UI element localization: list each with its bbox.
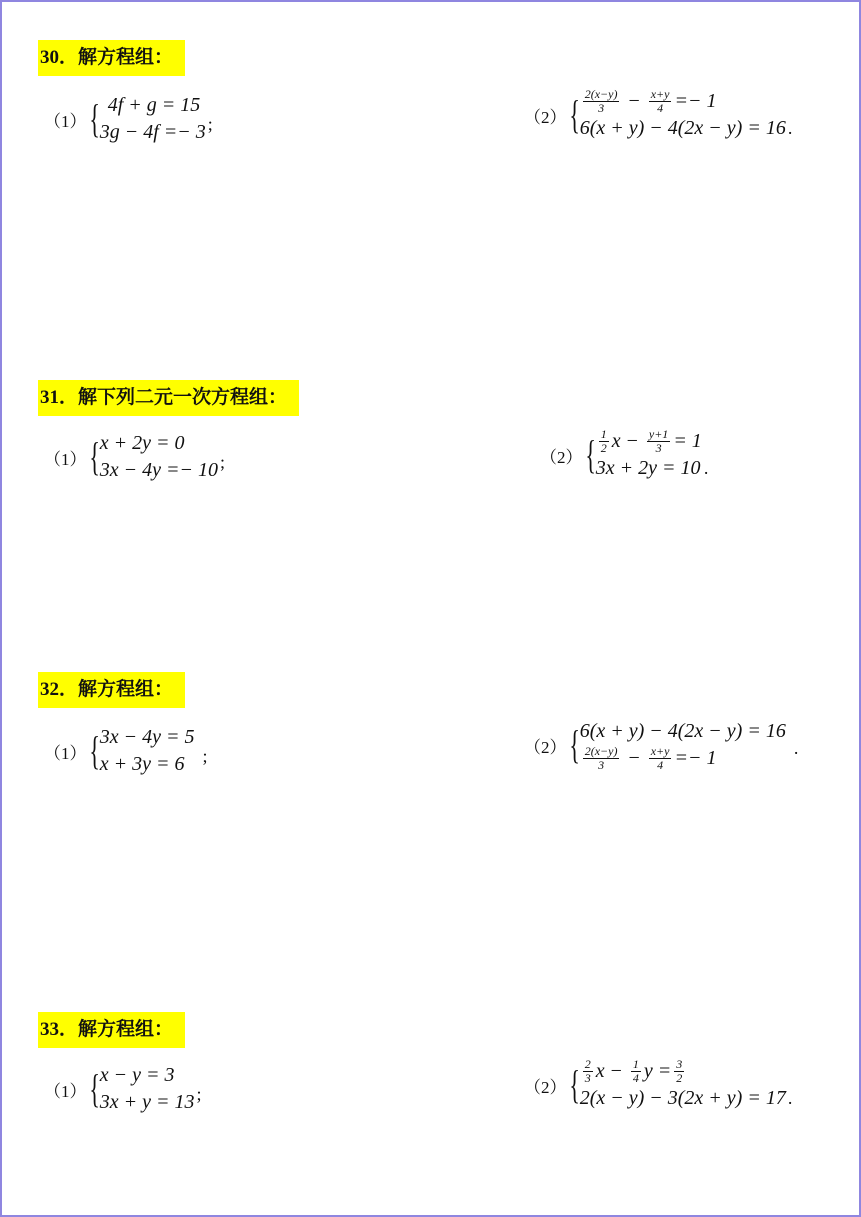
end-punct: . (787, 1088, 793, 1108)
equation-2: 2(x − y) − 3(2x + y) = 17 (579, 1087, 786, 1109)
problem-heading: 33．解方程组： (38, 1012, 185, 1048)
equation-system (100, 92, 206, 146)
equation-system (100, 1062, 195, 1116)
equation-2: x + 3y = 6 (99, 753, 185, 775)
fraction: $\frac{2(x-y)}{3}$ (584, 87, 618, 115)
part-label: （2） (540, 447, 583, 467)
fraction: $\frac{x+y}{4}$ (650, 87, 670, 115)
end-punct: . (793, 738, 799, 758)
part-label: （1） (44, 449, 87, 469)
equation-2: $\frac{2(x-y)}{3}$ − $\frac{x+y}{4}$ =− 1 (584, 744, 717, 772)
left-brace: { (88, 728, 100, 773)
equation-1: 4f + g = 15 (107, 94, 201, 116)
part-2 (540, 428, 708, 482)
fraction: $\frac{y+1}{3}$ (648, 427, 669, 455)
part-2 (524, 718, 798, 772)
fraction: $\frac{2}{3}$ (584, 1057, 591, 1085)
part-1 (44, 92, 213, 146)
left-brace: { (568, 1062, 580, 1107)
part-label: （2） (524, 737, 567, 757)
equation-2: 3g − 4f =− 3 (99, 121, 206, 143)
fraction: $\frac{3}{2}$ (676, 1057, 683, 1085)
equation-1: 3x − 4y = 5 (99, 726, 195, 748)
equation-1: x − y = 3 (99, 1064, 175, 1086)
part-1 (44, 724, 207, 778)
end-punct: ; (196, 1084, 202, 1104)
problem-heading: 32．解方程组： (38, 672, 185, 708)
left-brace: { (584, 432, 596, 477)
equation-system (580, 718, 786, 772)
equation-2: 3x + 2y = 10 (595, 457, 701, 479)
part-label: （2） (524, 107, 567, 127)
part-2 (524, 88, 792, 142)
equation-1: $\frac{2}{3}$ x − $\frac{1}{4}$ y = $\frac{3}{2}$ (584, 1057, 683, 1085)
equation-system (100, 430, 218, 484)
equation-1: x + 2y = 0 (99, 432, 185, 454)
equation-1: $\frac{2(x-y)}{3}$ − $\frac{x+y}{4}$ =− 1 (584, 87, 717, 115)
equation-1: 6(x + y) − 4(2x − y) = 16 (579, 720, 786, 742)
end-punct: . (703, 458, 709, 478)
left-brace: { (568, 92, 580, 137)
equation-1: $\frac{1}{2}$ x − $\frac{y+1}{3}$ = 1 (600, 427, 702, 455)
equation-system (596, 428, 702, 482)
fraction: $\frac{2(x-y)}{3}$ (584, 744, 618, 772)
end-punct: . (787, 118, 793, 138)
equation-2: 3x + y = 13 (99, 1091, 195, 1113)
part-1 (44, 430, 225, 484)
fraction: $\frac{1}{2}$ (600, 427, 607, 455)
equation-2: 6(x + y) − 4(2x − y) = 16 (579, 117, 786, 139)
equation-2: 3x − 4y =− 10 (99, 459, 218, 481)
left-brace: { (88, 1066, 100, 1111)
part-1 (44, 1062, 201, 1116)
fraction: $\frac{x+y}{4}$ (650, 744, 670, 772)
part-label: （1） (44, 743, 87, 763)
part-label: （1） (44, 1081, 87, 1101)
end-punct: ; (202, 746, 208, 766)
part-label: （2） (524, 1077, 567, 1097)
left-brace: { (568, 722, 580, 767)
end-punct: ; (207, 114, 213, 134)
part-2 (524, 1058, 792, 1112)
problem-heading: 30．解方程组： (38, 40, 185, 76)
end-punct: ; (219, 452, 225, 472)
equation-system (580, 88, 786, 142)
equation-system (100, 724, 195, 778)
fraction: $\frac{1}{4}$ (632, 1057, 639, 1085)
left-brace: { (88, 96, 100, 141)
equation-system (580, 1058, 786, 1112)
problem-heading: 31．解下列二元一次方程组： (38, 380, 299, 416)
part-label: （1） (44, 111, 87, 131)
left-brace: { (88, 434, 100, 479)
